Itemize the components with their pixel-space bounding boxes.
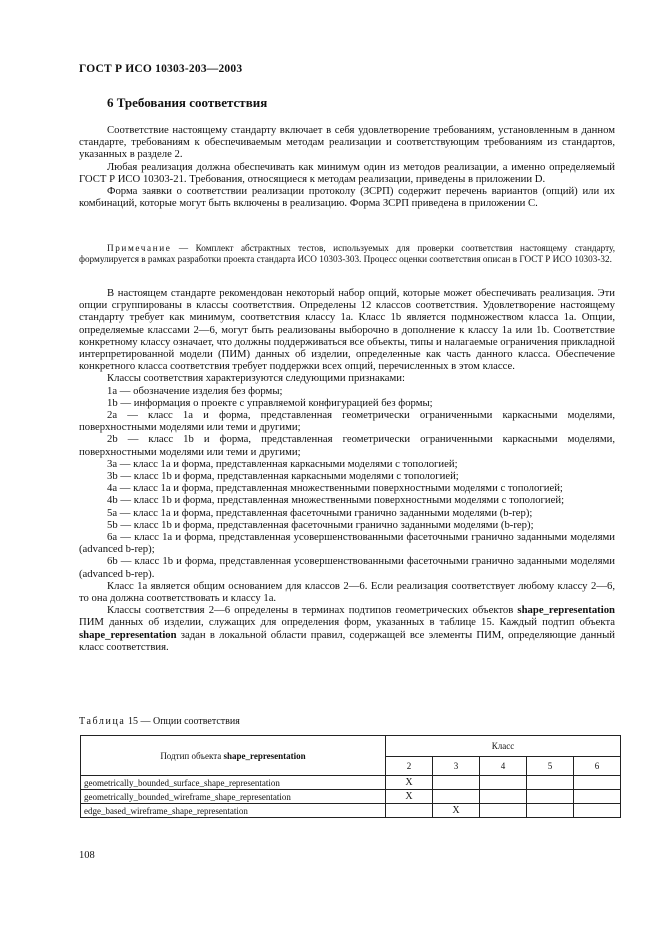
class-1b: 1b — информация о проекте с управляемой конфигурацией без формы;	[107, 396, 433, 409]
class-6a: 6а — класс 1а и форма, представленная усовершенствованными фасеточными гранично заданными моделями (advanced b-rep);	[79, 531, 615, 556]
page-number: 108	[79, 850, 95, 861]
table-cell: X	[433, 804, 480, 818]
class-4a: 4а — класс 1а и форма, представленная множественными поверхностными моделями с топологией;	[107, 482, 563, 495]
table-header-subtype-text: Подтип объекта	[160, 750, 224, 761]
class-3b: 3b — класс 1b и форма, представленная каркасными моделями с топологией;	[107, 470, 459, 483]
table-cell	[480, 804, 527, 818]
intro-paragraph-2: Любая реализация должна обеспечивать как минимум один из методов реализации, а именно определяемый ГОСТ Р ИСО 10303-21. Требования, относящиеся к методам реализации, приведены в приложении D.	[79, 160, 615, 185]
section-title: 6 Требования соответствия	[107, 95, 268, 110]
table-header-class: Класс	[386, 736, 621, 757]
class-5a: 5а — класс 1а и форма, представленная фасеточными гранично заданными моделями (b-rep);	[107, 506, 533, 519]
final-paragraph	[79, 604, 615, 653]
class-1a: 1а — обозначение изделия без формы;	[107, 384, 283, 397]
classes-intro: Классы соответствия характеризуются следующими признаками:	[107, 372, 405, 385]
table-class-col: 2	[386, 757, 433, 776]
table-row	[81, 790, 621, 804]
intro-paragraph-3: Форма заявки о соответствии реализации протоколу (ЗСРП) содержит перечень вариантов (опций) или их комбинаций, которые могут быть включены в реализацию. Форма ЗСРП приведена в приложении С.	[79, 185, 615, 210]
intro-paragraph-1: Соответствие настоящему стандарту включает в себя удовлетворение требованиям, установленным в данном стандарте, требованиям к обеспечиваемым методам реализации и соответствующим требованиям из стандартов, указанных в разделе 2.	[79, 124, 615, 161]
final-text-1: Классы соответствия 2—6 определены в терминах подтипов геометрических объектов	[107, 604, 518, 617]
table-row-name: geometrically_bounded_wireframe_shape_representation	[81, 790, 386, 804]
class-3a: 3а — класс 1а и форма, представленная каркасными моделями с топологией;	[107, 457, 458, 470]
table-caption-text: 15 — Опции соответствия	[125, 716, 240, 727]
table-cell	[480, 776, 527, 790]
table-cell	[574, 776, 621, 790]
class-4b: 4b — класс 1b и форма, представленная множественными поверхностными моделями с топологией;	[107, 494, 565, 507]
table-class-col: 5	[527, 757, 574, 776]
table-row-name: edge_based_wireframe_shape_representation	[81, 804, 386, 818]
table-caption	[79, 716, 240, 727]
final-text-3: задан в локальной области правил, содержащей все элементы ПИМ, определяющие данный класс соответствия.	[79, 628, 615, 653]
table-cell	[480, 790, 527, 804]
table-cell	[433, 790, 480, 804]
table-row-name: geometrically_bounded_surface_shape_representation	[81, 776, 386, 790]
keyword-shape-representation-2: shape_representation	[79, 628, 177, 641]
note-block	[79, 243, 615, 265]
final-text-2: ПИМ данных об изделии, служащих для определения форм, указанных в таблице 15. Каждый подтип объекта	[79, 616, 615, 629]
table-class-col: 3	[433, 757, 480, 776]
conformance-options-table	[80, 735, 621, 818]
table-cell	[433, 776, 480, 790]
table-header-subtype-keyword: shape_representation	[223, 750, 306, 761]
class-2b: 2b — класс 1b и форма, представленная геометрически ограниченными каркасными моделями, поверхностными моделями или теми и другими;	[79, 433, 615, 458]
note-label: Примечание	[107, 243, 172, 253]
main-paragraph: В настоящем стандарте рекомендован некоторый набор опций, которые может обеспечивать реализация. Эти опции сгруппированы в классы соответствия. Определены 12 классов соответствия. Удовлетворение настоящему стандарту требует как минимум, соответствия классу 1а. Класс 1b является подмножеством класса 1а. Опции, определяемые классами 2—6, могут быть реализованы выборочно в дополнение к классу 1а или 1b. Соответствие конкретному классу означает, что должны поддерживаться все объекты, типы и налагаемые ограничения прикладной интерпретированной модели (ПИМ) данных об изделии, определенные как часть данного класса. Обеспечение конкретного класса соответствия требует поддержки всех опций, перечисленных в этом классе.	[79, 287, 615, 373]
class-6b: 6b — класс 1b и форма, представленная усовершенствованными фасеточными гранично заданными моделями (advanced b-rep).	[79, 555, 615, 580]
class-2a: 2а — класс 1а и форма, представленная геометрически ограниченными каркасными моделями, поверхностными моделями или теми и другими;	[79, 409, 615, 434]
class-5b: 5b — класс 1b и форма, представленная фасеточными гранично заданными моделями (b-rep);	[107, 518, 534, 531]
table-class-col: 4	[480, 757, 527, 776]
page-header: ГОСТ Р ИСО 10303-203—2003	[79, 63, 243, 75]
table-cell	[574, 804, 621, 818]
table-cell: X	[386, 790, 433, 804]
table-row	[81, 776, 621, 790]
intro-block	[79, 124, 615, 209]
table-header-subtype	[81, 736, 386, 776]
table-row	[81, 804, 621, 818]
note-text: — Комплект абстрактных тестов, используемых для проверки соответствия настоящему стандарту, формулируется в рамках разработки проекта стандарта ИСО 10303-303. Процесс оценки соответствия описан в ГОСТ Р ИСО 10303-32.	[79, 243, 615, 264]
table-cell	[527, 776, 574, 790]
table-class-col: 6	[574, 757, 621, 776]
main-block	[79, 287, 615, 653]
table-cell	[527, 790, 574, 804]
table-caption-label: Таблица	[79, 716, 126, 727]
table-cell	[527, 804, 574, 818]
keyword-shape-representation: shape_representation	[517, 604, 615, 617]
table-cell: X	[386, 776, 433, 790]
table-cell	[574, 790, 621, 804]
table-cell	[386, 804, 433, 818]
class-common-paragraph: Класс 1а является общим основанием для классов 2—6. Если реализация соответствует любому классу 2—6, то она должна соответствовать и классу 1а.	[79, 579, 615, 605]
